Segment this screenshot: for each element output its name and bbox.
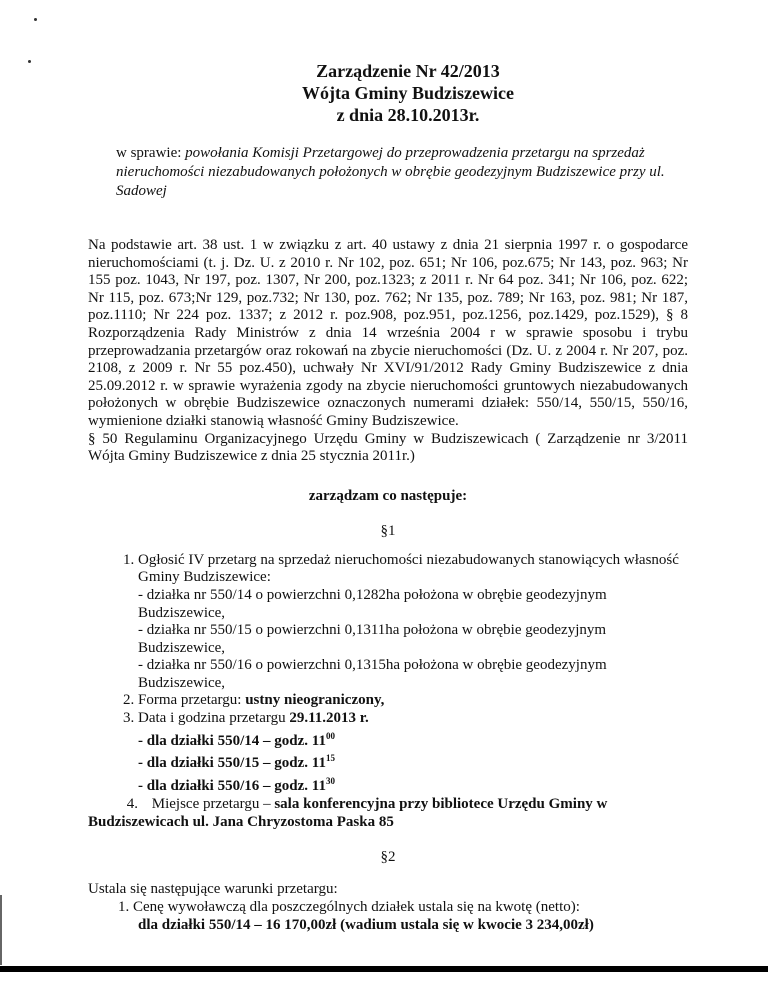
starting-price-value: dla działki 550/14 – 16 170,00zł (wadium ustala się w kwocie 3 234,00zł) bbox=[138, 917, 594, 934]
list-item bbox=[138, 692, 688, 710]
auction-time: - dla działki 550/14 – godz. $11^{00}$ bbox=[138, 730, 335, 749]
auction-time: - dla działki 550/16 – godz. $11^{30}$ bbox=[138, 775, 335, 794]
list-item bbox=[138, 552, 688, 693]
auction-time: - dla działki 550/15 – godz. $11^{15}$ bbox=[138, 753, 335, 772]
auction-place-value: sala konferencyjna przy bibliotece Urzędu Gminy w Budziszewicach ul. Jana Chryzostoma Paska 85 bbox=[88, 796, 608, 831]
scan-speck bbox=[34, 18, 37, 21]
document-page bbox=[88, 60, 688, 934]
auction-place bbox=[88, 795, 688, 831]
plot-entry: - działka nr 550/16 o powierzchni 0,1315ha położona w obrębie geodezyjnym Budziszewice, bbox=[138, 657, 607, 691]
section-2-title: §2 bbox=[380, 849, 396, 866]
auction-date-label: Data i godzina przetargu bbox=[138, 710, 286, 727]
plot-entry: - działka nr 550/14 o powierzchni 0,1282ha położona w obrębie geodezyjnym Budziszewice, bbox=[138, 586, 607, 621]
auction-form-label: Forma przetargu: bbox=[138, 692, 242, 709]
section-2 bbox=[88, 880, 688, 934]
header-title: Zarządzenie Nr 42/2013 bbox=[316, 61, 500, 81]
subject-block bbox=[116, 144, 676, 201]
auction-date-value: 29.11.2013 r. bbox=[289, 710, 369, 727]
section-1-title: §1 bbox=[380, 522, 396, 539]
auction-place-label: Miejsce przetargu – bbox=[151, 796, 271, 813]
subject-lead: w sprawie: bbox=[116, 145, 182, 161]
starting-price-rule: 1. Cenę wywoławczą dla poszczególnych działek ustala się na kwotę (netto): bbox=[118, 899, 580, 916]
header-issuer: Wójta Gminy Budziszewice bbox=[302, 83, 514, 103]
header-date: z dnia 28.10.2013r. bbox=[336, 105, 480, 125]
list-item bbox=[138, 710, 688, 795]
page-edge-mark bbox=[0, 895, 16, 965]
auction-form-value: ustny nieograniczony, bbox=[245, 692, 385, 709]
legal-basis-paragraph: Na podstawie art. 38 ust. 1 w związku z art. 40 ustawy z dnia 21 sierpnia 1997 r. o gospodarce nieruchomościami (t. j. Dz. U. z 2010 r. Nr 102, poz. 651; Nr 106, poz.675; Nr 143, poz. 963; Nr 155 poz. 1043, Nr 197, poz. 1307, Nr 200, poz.1323; z 2011 r. Nr 64 poz. 341; Nr 106, poz. 622; Nr 115, poz. 673;Nr 129, poz.732; Nr 130, poz. 762; Nr 135, poz. 789; Nr 163, poz. 981; Nr 187, poz.1110; Nr 224 poz. 1337; z 2012 r. poz.908, poz.951, poz.1256, poz.1429, poz.1529), § 8 Rozporządzenia Rady Ministrów z dnia 14 września 2004 r w sprawie sposobu i trybu przeprowadzania przetargów oraz rokowań na zbycie nieruchomości (Dz. U. z 2004 r. Nr 207, poz. 2108, z 2009 r. Nr 55 poz.450), uchwały Nr XVI/91/2012 Rady Gminy Budziszewice z dnia 25.09.2012 r. w sprawie wyrażenia zgody na zbycie nieruchomości gruntowych niezabudowanych położonych w obrębie Budziszewice oznaczonych numerami działek: 550/14, 550/15, 550/16, wymienione działki stanowią własność Gminy Budziszewice. bbox=[88, 237, 688, 429]
section-1-list bbox=[88, 552, 688, 796]
bottom-rule bbox=[0, 966, 768, 972]
item-1-intro: Ogłosić IV przetarg na sprzedaż nieruchomości niezabudowanych stanowiących własność Gminy Budziszewice: bbox=[138, 551, 679, 586]
subject-text: powołania Komisji Przetargowej do przeprowadzenia przetargu na sprzedaż nieruchomości niezabudowanych położonych w obrębie geodezyjnym Budziszewice przy ul. Sadowej bbox=[116, 145, 665, 199]
conditions-intro: Ustala się następujące warunki przetargu: bbox=[88, 881, 338, 898]
item-4-number: 4. bbox=[126, 796, 138, 813]
legal-basis bbox=[88, 237, 688, 466]
order-phrase: zarządzam co następuje: bbox=[308, 487, 468, 504]
legal-basis-regulation: § 50 Regulaminu Organizacyjnego Urzędu Gminy w Budziszewicach ( Zarządzenie nr 3/2011 Wójta Gminy Budziszewice z dnia 25 stycznia 2011r.) bbox=[88, 430, 688, 465]
document-header bbox=[128, 60, 688, 126]
plot-entry: - działka nr 550/15 o powierzchni 0,1311ha położona w obrębie geodezyjnym Budziszewice, bbox=[138, 622, 607, 656]
scan-speck bbox=[28, 60, 31, 63]
